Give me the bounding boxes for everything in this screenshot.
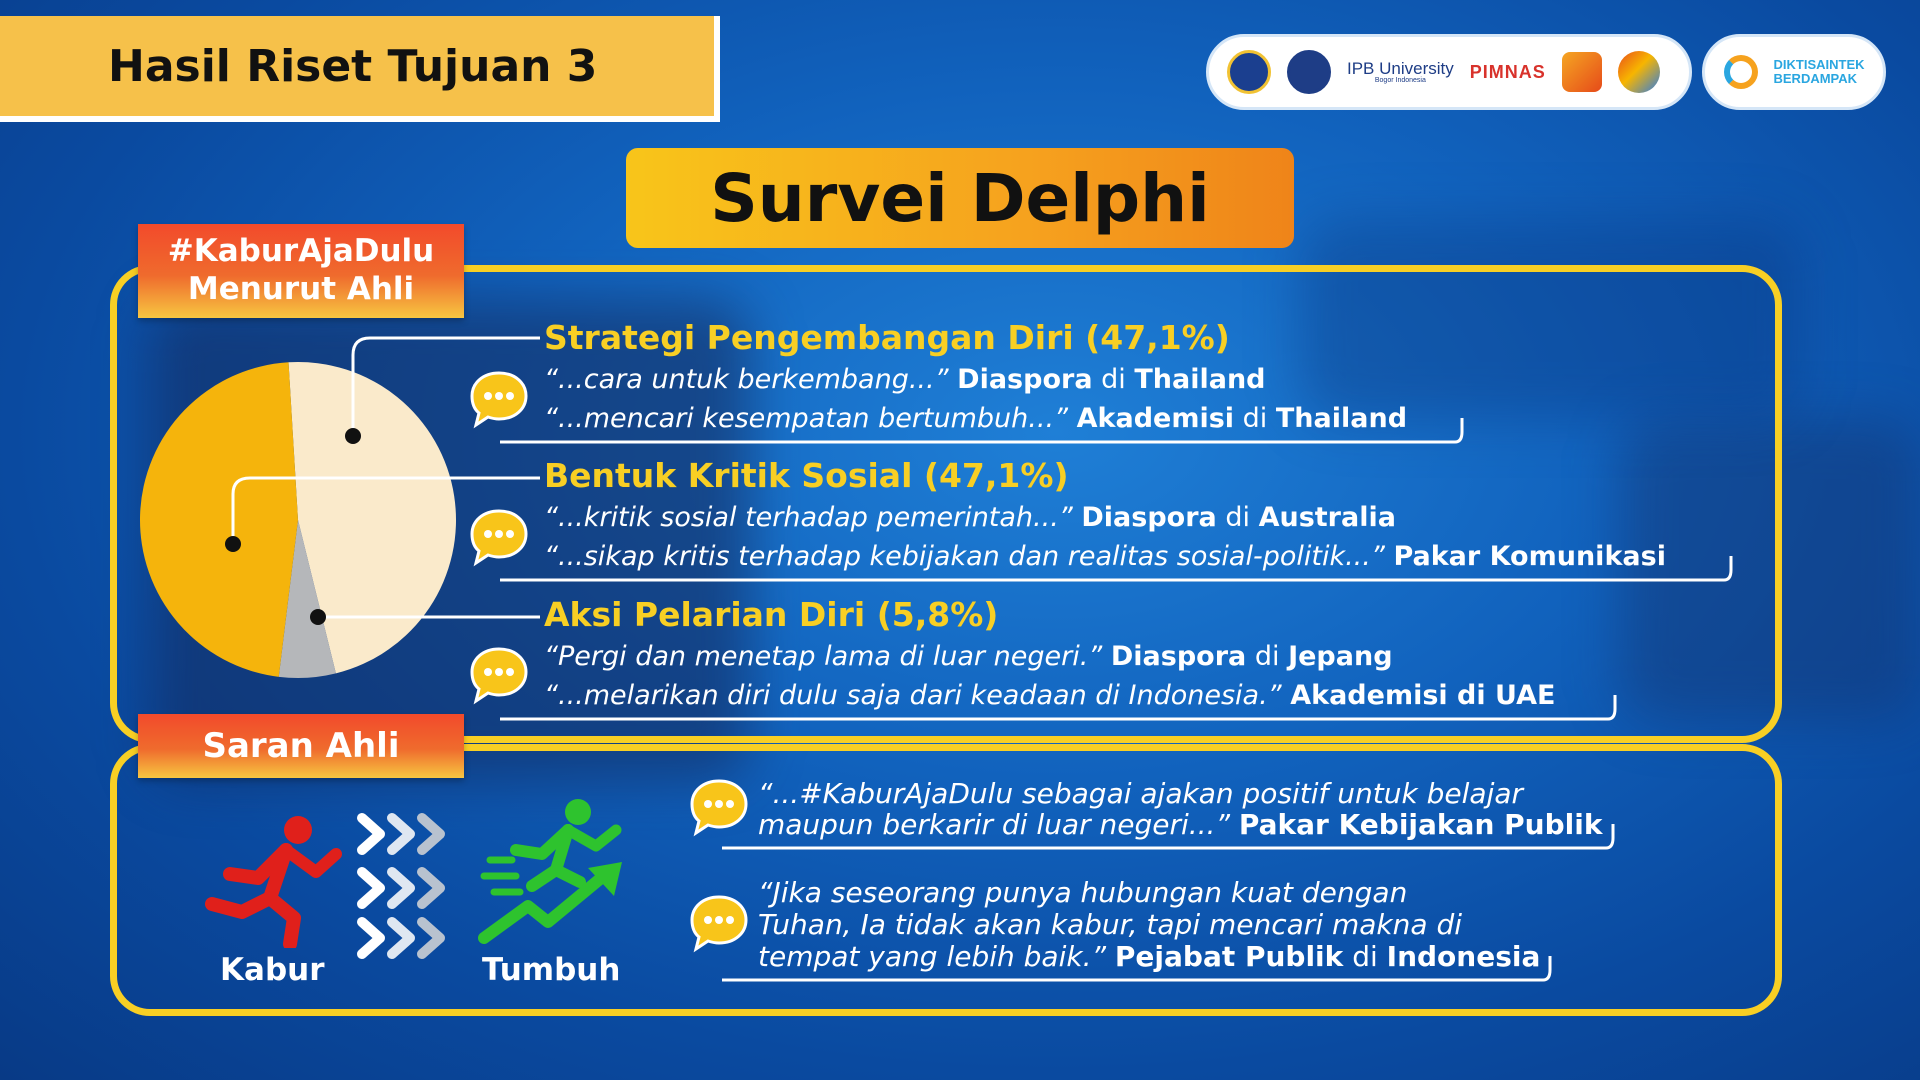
quote-line: “...sikap kritis terhadap kebijakan dan realitas sosial-politik...” Pakar Komunikasi: [544, 541, 1666, 572]
speech-bubble-icon: [468, 644, 530, 706]
category-title: Bentuk Kritik Sosial (47,1%): [544, 456, 1069, 495]
category-title: Strategi Pengembangan Diri (47,1%): [544, 318, 1230, 357]
kabur-label: Kabur: [220, 952, 325, 988]
dikti-mark-icon: [1724, 55, 1758, 89]
quote-line: “Pergi dan menetap lama di luar negeri.” Diaspora di Jepang: [544, 641, 1393, 672]
speech-bubble-icon: [468, 506, 530, 568]
quote-line: “...cara untuk berkembang...” Diaspora di Thailand: [544, 364, 1266, 395]
growth-person-icon: [476, 794, 636, 944]
section-tag-kaburajadulu: #KaburAjaDulu Menurut Ahli: [138, 224, 464, 318]
page-title: Hasil Riset Tujuan 3: [108, 40, 598, 92]
pie-chart: [140, 330, 480, 710]
advice-quote-line: Tuhan, Ia tidak akan kabur, tapi mencari makna di: [758, 908, 1463, 941]
speech-bubble-icon: [688, 892, 750, 954]
speech-bubble-icon: [468, 368, 530, 430]
survey-banner: [626, 148, 1294, 248]
pimnas-38-logo-icon: [1562, 52, 1602, 92]
survey-title: Survei Delphi: [710, 159, 1210, 237]
ipb-logo-text: IPB University Bogor Indonesia: [1347, 59, 1454, 84]
advice-quote-line: maupun berkarir di luar negeri...” Pakar Kebijakan Publik: [758, 808, 1603, 841]
quote-line: “...melarikan diri dulu saja dari keadaan di Indonesia.” Akademisi di UAE: [544, 680, 1556, 711]
advice-quote-line: “...#KaburAjaDulu sebagai ajakan positif untuk belajar: [758, 777, 1524, 810]
page-title-box: [0, 16, 720, 122]
quote-line: “...kritik sosial terhadap pemerintah...” Diaspora di Australia: [544, 502, 1396, 533]
speech-bubble-icon: [688, 776, 750, 838]
running-person-icon: [198, 808, 348, 948]
kemendikbud-logo-icon: [1227, 50, 1271, 94]
pie-slice-bentuk-kritik-sosial: [140, 362, 298, 677]
section-tag-saran-ahli: Saran Ahli: [138, 714, 464, 778]
dikti-logo: [1702, 34, 1886, 110]
quote-line: “...mencari kesempatan bertumbuh...” Akademisi di Thailand: [544, 403, 1408, 434]
dikti-text: DIKTISAINTEK BERDAMPAK: [1773, 56, 1865, 86]
advice-quote-line: tempat yang lebih baik.” Pejabat Publik di Indonesia: [758, 940, 1541, 973]
pimnas-logo: PIMNAS: [1469, 61, 1546, 82]
ipb-logo-icon: [1287, 50, 1331, 94]
globe-logo-icon: [1618, 51, 1660, 93]
category-title: Aksi Pelarian Diri (5,8%): [544, 595, 999, 634]
partner-logos: [1206, 34, 1692, 110]
advice-quote-line: “Jika seseorang punya hubungan kuat dengan: [758, 876, 1408, 909]
tumbuh-label: Tumbuh: [482, 952, 621, 988]
chevron-arrows-icon: [356, 810, 466, 960]
